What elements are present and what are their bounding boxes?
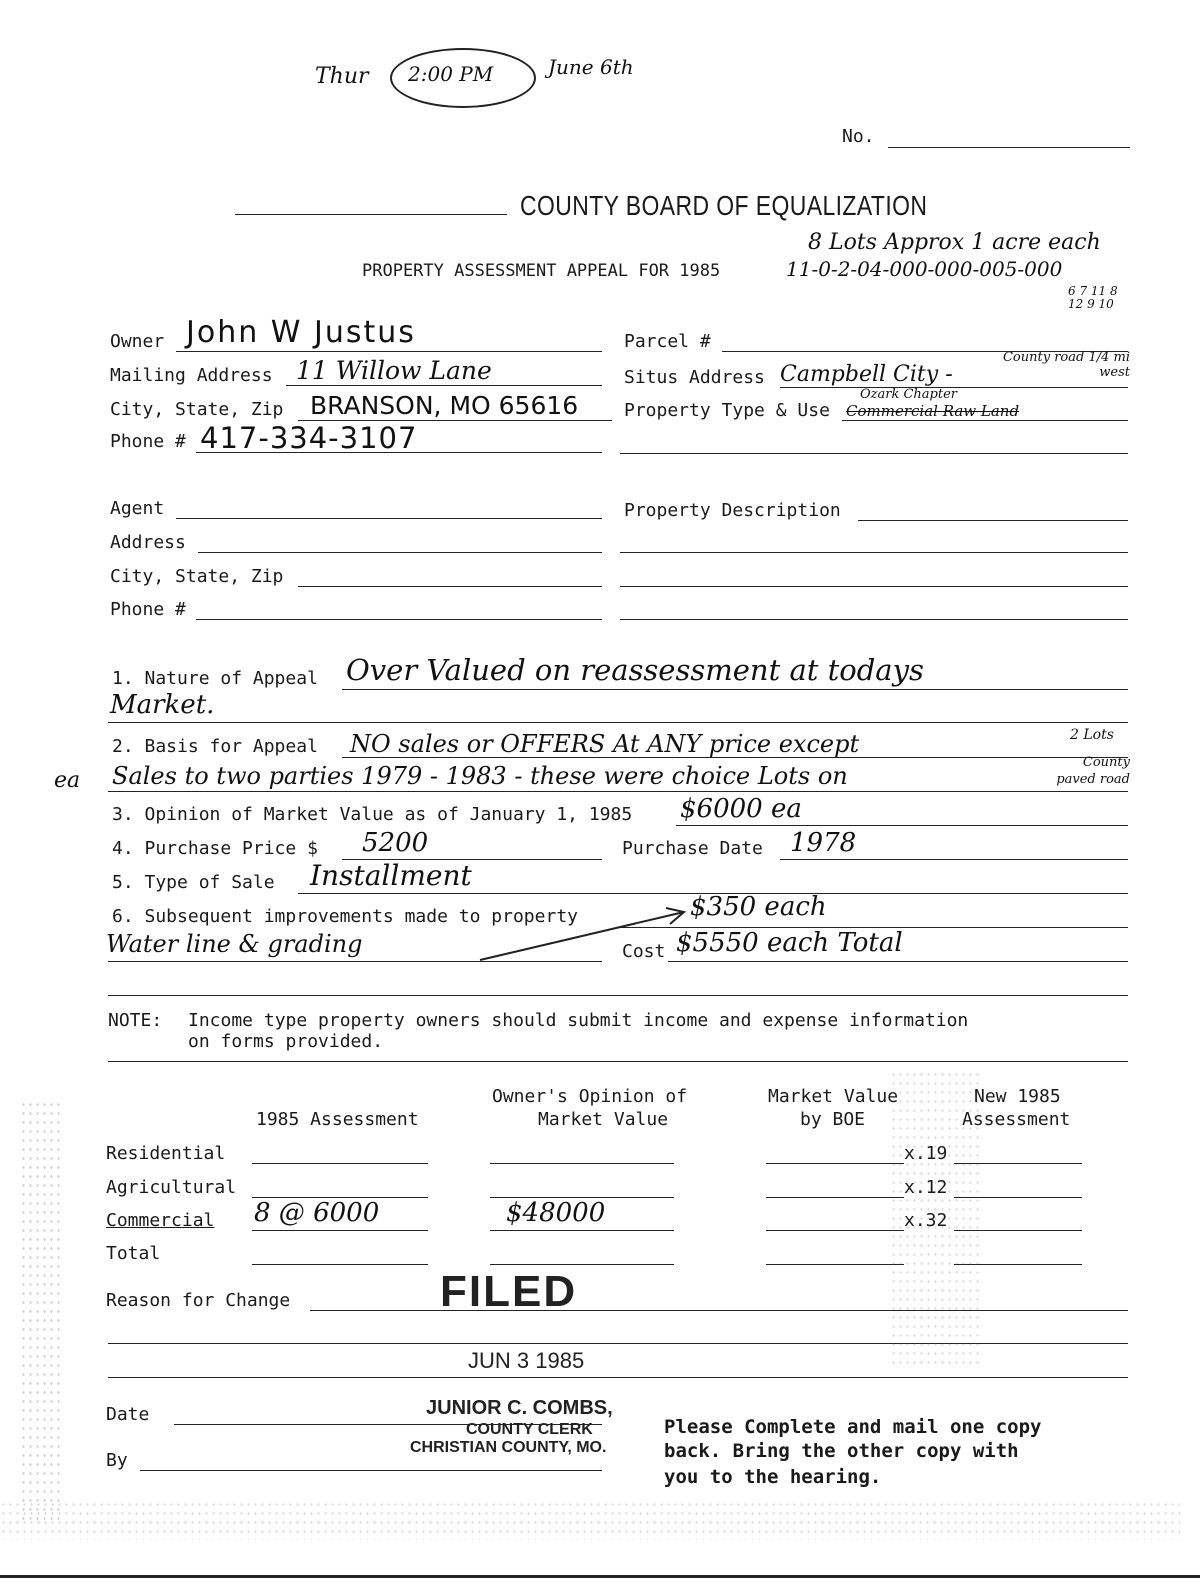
- situs-address-label: Situs Address: [624, 367, 765, 388]
- residential-boe-field[interactable]: [766, 1163, 904, 1164]
- opinion-market-value: $6000 ea: [680, 794, 802, 824]
- improvements-label: 6. Subsequent improvements made to property: [112, 906, 578, 927]
- phone-value: 417-334-3107: [200, 421, 418, 455]
- nature-of-appeal-value-2: Market.: [110, 690, 215, 720]
- col-header-new-1: New 1985: [974, 1086, 1061, 1107]
- cost-value: $5550 each Total: [676, 928, 903, 958]
- property-extra-line[interactable]: [620, 453, 1128, 454]
- date-label: Date: [106, 1404, 150, 1425]
- page-bottom-edge: [0, 1575, 1200, 1578]
- mailing-address-label: Mailing Address: [110, 365, 273, 386]
- basis-note: 2 Lots: [1070, 727, 1114, 743]
- agent-phone-label: Phone #: [110, 599, 186, 620]
- purchase-date-field[interactable]: [780, 859, 1128, 860]
- clerk-county-stamp: CHRISTIAN COUNTY, MO.: [410, 1439, 607, 1456]
- residential-multiplier: x.19: [904, 1143, 948, 1164]
- agent-city-label: City, State, Zip: [110, 566, 284, 587]
- owner-label: Owner: [110, 331, 165, 352]
- cost-field[interactable]: [668, 961, 1128, 962]
- handwritten-time: 2:00 PM: [408, 62, 494, 86]
- lot-numbers: 6 7 11 8 12 9 10: [1068, 284, 1118, 311]
- property-description-line-2[interactable]: [620, 552, 1128, 553]
- instructions-line-2: back. Bring the other copy with: [664, 1440, 1019, 1462]
- scan-noise-right: [890, 1070, 980, 1370]
- property-description-line-4[interactable]: [620, 619, 1128, 620]
- no-label: No.: [842, 126, 875, 147]
- city-state-zip-label: City, State, Zip: [110, 399, 284, 420]
- row-commercial-label: Commercial: [106, 1210, 215, 1231]
- residential-opinion-field[interactable]: [490, 1163, 674, 1164]
- by-field[interactable]: [140, 1470, 602, 1471]
- situs-address-value: Campbell City -: [780, 362, 953, 387]
- purchase-date-value: 1978: [790, 828, 857, 858]
- reason-for-change-label: Reason for Change: [106, 1290, 291, 1311]
- property-description-line-3[interactable]: [620, 586, 1128, 587]
- scan-noise-left: [20, 1100, 60, 1520]
- phone-label: Phone #: [110, 431, 186, 452]
- lots-note: 8 Lots Approx 1 acre each: [808, 230, 1101, 255]
- purchase-price-label: 4. Purchase Price $: [112, 838, 318, 859]
- owner-field[interactable]: [176, 351, 602, 352]
- owner-value: John W Justus: [186, 315, 416, 350]
- filed-date-stamp: JUN 3 1985: [468, 1348, 585, 1373]
- basis-side-note: County paved road: [1056, 755, 1130, 787]
- note-label: NOTE:: [108, 1010, 163, 1031]
- basis-for-appeal-label: 2. Basis for Appeal: [112, 736, 318, 757]
- by-label: By: [106, 1450, 128, 1471]
- agent-phone-field[interactable]: [196, 619, 602, 620]
- reason-for-change-field[interactable]: [310, 1310, 1128, 1311]
- improvements-desc-field[interactable]: [108, 961, 602, 962]
- note-line-1: Income type property owners should submit income and expense information: [188, 1010, 969, 1031]
- residential-assessment-field[interactable]: [252, 1163, 428, 1164]
- commercial-multiplier: x.32: [904, 1210, 948, 1231]
- agricultural-boe-field[interactable]: [766, 1197, 904, 1198]
- improvements-description: Water line & grading: [106, 930, 363, 958]
- instructions-line-3: you to the hearing.: [664, 1466, 882, 1488]
- property-type-field[interactable]: [842, 420, 1128, 421]
- property-type-note: Ozark Chapter: [860, 387, 958, 402]
- type-of-sale-label: 5. Type of Sale: [112, 872, 275, 893]
- property-type-label: Property Type & Use: [624, 400, 830, 421]
- basis-line-1: NO sales or OFFERS At ANY price except: [350, 730, 860, 758]
- mailing-address-field[interactable]: [286, 385, 602, 386]
- row-agricultural-label: Agricultural: [106, 1177, 237, 1198]
- nature-of-appeal-label: 1. Nature of Appeal: [112, 668, 318, 689]
- form-title: COUNTY BOARD OF EQUALIZATION: [520, 190, 928, 221]
- nature-of-appeal-line-2[interactable]: [108, 722, 1128, 723]
- basis-line-2: Sales to two parties 1979 - 1983 - these were choice Lots on: [112, 762, 848, 790]
- agent-city-field[interactable]: [298, 586, 602, 587]
- agent-address-field[interactable]: [198, 552, 602, 553]
- basis-prefix: ea: [54, 768, 81, 793]
- cost-label: Cost: [622, 941, 666, 962]
- improvements-arrow: [470, 900, 700, 970]
- property-type-value: Commercial Raw Land: [846, 402, 1020, 420]
- form-subtitle: PROPERTY ASSESSMENT APPEAL FOR 1985: [362, 261, 721, 281]
- purchase-price-value: 5200: [362, 828, 429, 858]
- total-assessment-field[interactable]: [252, 1264, 428, 1265]
- agent-label: Agent: [110, 498, 165, 519]
- opinion-market-value-field[interactable]: [676, 825, 1128, 826]
- col-header-boe-2: by BOE: [800, 1109, 866, 1130]
- col-header-boe-1: Market Value: [768, 1086, 899, 1107]
- agricultural-multiplier: x.12: [904, 1177, 948, 1198]
- scan-noise-bottom: [0, 1500, 1180, 1540]
- section-divider-2: [108, 1061, 1128, 1062]
- col-header-opinion-1: Owner's Opinion of: [492, 1086, 688, 1107]
- improvements-value: $350 each: [690, 892, 827, 922]
- commercial-assessment-field[interactable]: [252, 1230, 428, 1231]
- row-total-label: Total: [106, 1243, 161, 1264]
- property-description-field[interactable]: [858, 520, 1128, 521]
- parcel-number: 11-0-2-04-000-000-005-000: [786, 257, 1063, 281]
- type-of-sale-value: Installment: [310, 859, 472, 892]
- row-residential-label: Residential: [106, 1143, 226, 1164]
- no-field-line[interactable]: [888, 147, 1130, 148]
- col-header-opinion-2: Market Value: [538, 1109, 669, 1130]
- agent-address-label: Address: [110, 532, 186, 553]
- handwritten-day: Thur: [315, 64, 369, 89]
- clerk-name-stamp: JUNIOR C. COMBS,: [426, 1397, 613, 1419]
- section-divider-1: [108, 995, 1128, 996]
- commercial-assessment-value: 8 @ 6000: [254, 1198, 380, 1228]
- total-opinion-field[interactable]: [490, 1264, 674, 1265]
- total-boe-field[interactable]: [766, 1264, 904, 1265]
- commercial-opinion-field[interactable]: [490, 1230, 674, 1231]
- nature-of-appeal-field[interactable]: [342, 689, 1128, 690]
- city-state-zip-value: BRANSON, MO 65616: [310, 391, 579, 420]
- agent-field[interactable]: [176, 518, 602, 519]
- nature-of-appeal-value: Over Valued on reassessment at todays: [346, 653, 924, 687]
- filed-stamp: FILED: [440, 1267, 578, 1316]
- commercial-opinion-value: $48000: [506, 1198, 606, 1228]
- situs-note: County road 1/4 mi west: [1002, 350, 1130, 380]
- col-header-assessment: 1985 Assessment: [256, 1109, 419, 1130]
- basis-for-appeal-line-2[interactable]: [108, 791, 1128, 792]
- mailing-address-value: 11 Willow Lane: [296, 356, 492, 385]
- reason-for-change-line-3[interactable]: [108, 1377, 1128, 1378]
- note-line-2: on forms provided.: [188, 1031, 384, 1052]
- commercial-boe-field[interactable]: [766, 1230, 904, 1231]
- property-description-label: Property Description: [624, 500, 841, 521]
- clerk-office-stamp: COUNTY CLERK: [466, 1421, 593, 1438]
- title-blank-line[interactable]: [235, 214, 507, 215]
- handwritten-date: June 6th: [548, 55, 634, 79]
- parcel-label: Parcel #: [624, 331, 711, 352]
- purchase-date-label: Purchase Date: [622, 838, 763, 859]
- col-header-new-2: Assessment: [962, 1109, 1071, 1130]
- opinion-market-value-label: 3. Opinion of Market Value as of January 1, 1985: [112, 804, 633, 825]
- instructions-line-1: Please Complete and mail one copy: [664, 1416, 1042, 1438]
